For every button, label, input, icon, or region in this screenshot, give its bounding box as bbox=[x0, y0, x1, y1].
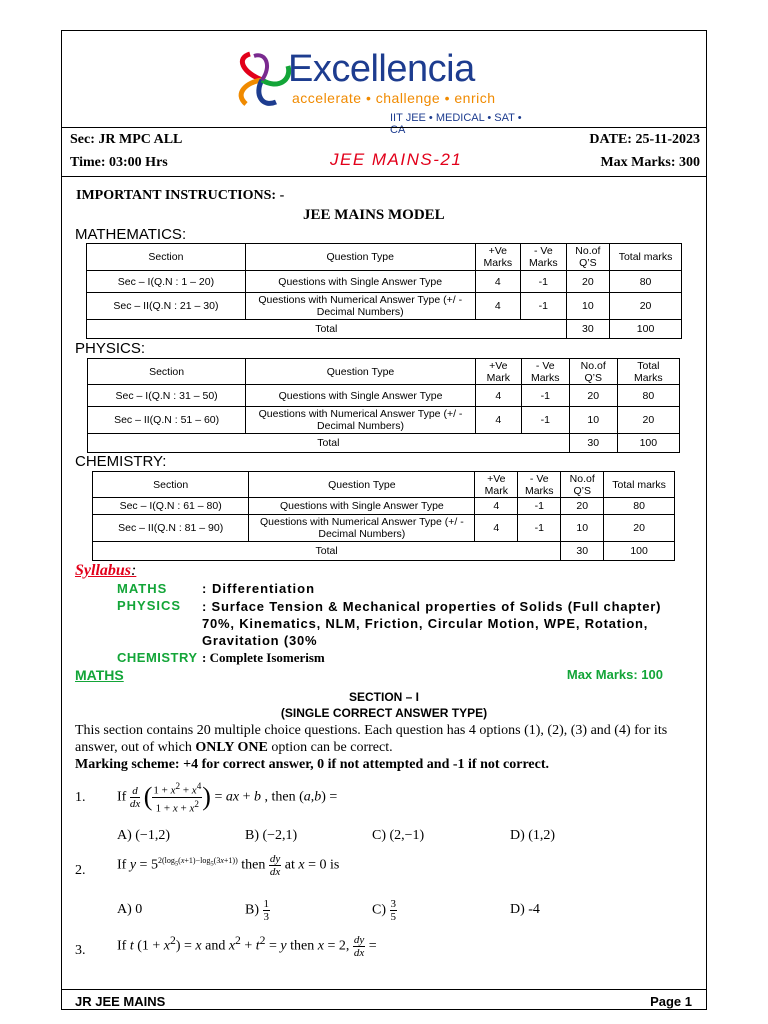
count-cell: 30 bbox=[566, 320, 610, 339]
col-num-questions bbox=[569, 359, 617, 385]
table-row bbox=[87, 271, 682, 293]
question-2-number: 2. bbox=[75, 863, 86, 878]
syllabus-heading: Syllabus: bbox=[75, 562, 137, 579]
math-fraction: $\frac{dy}{dx}$ bbox=[269, 853, 281, 878]
mathematics-heading: MATHEMATICS: bbox=[75, 226, 187, 243]
logo-swirl-icon bbox=[232, 50, 294, 110]
marking-scheme: Marking scheme: +4 for correct answer, 0 if not attempted and -1 if not correct. bbox=[75, 757, 550, 772]
col-question-type: Question Type bbox=[245, 244, 475, 271]
question-2-option-c[interactable] bbox=[372, 898, 397, 923]
col-label: Marks bbox=[524, 484, 554, 497]
total-cell: 20 bbox=[604, 515, 675, 542]
logo-streams: IIT JEE • MEDICAL • SAT • CA bbox=[390, 112, 522, 136]
syllabus-chemistry-label: CHEMISTRY bbox=[117, 650, 198, 665]
section-cell: Sec – II(Q.N : 21 – 30) bbox=[87, 293, 246, 320]
col-label: Marks bbox=[530, 371, 560, 384]
math-fraction: $\frac{dy}{dx}$ bbox=[353, 934, 365, 959]
question-1-option-d[interactable]: D) (1,2) bbox=[510, 828, 556, 843]
col-positive-marks bbox=[475, 472, 518, 498]
neg-cell: -1 bbox=[521, 385, 569, 407]
col-label: Marks bbox=[634, 371, 663, 384]
col-num-questions bbox=[566, 244, 610, 271]
page-number: Page 1 bbox=[650, 994, 692, 1009]
chemistry-heading: CHEMISTRY: bbox=[75, 453, 167, 470]
table-header-row bbox=[93, 472, 675, 498]
neg-cell: -1 bbox=[521, 407, 569, 434]
col-label: Mark bbox=[486, 371, 510, 384]
pos-cell: 4 bbox=[475, 515, 518, 542]
col-label: Q’S bbox=[573, 484, 591, 497]
col-section: Section bbox=[93, 472, 249, 498]
question-1-option-a[interactable]: A) (−1,2) bbox=[117, 828, 170, 843]
col-total-marks: Total marks bbox=[610, 244, 682, 271]
time-label: Time: 03:00 Hrs bbox=[70, 155, 168, 170]
mathematics-marks-table bbox=[86, 243, 682, 339]
question-1-option-b[interactable]: B) (−2,1) bbox=[245, 828, 298, 843]
table-header-row bbox=[88, 359, 680, 385]
col-label: +Ve bbox=[488, 245, 508, 257]
count-cell: 10 bbox=[561, 515, 604, 542]
col-negative-marks bbox=[521, 359, 569, 385]
maths-subject-heading: MATHS bbox=[75, 667, 124, 683]
logo bbox=[232, 46, 532, 136]
type-cell: Questions with Single Answer Type bbox=[245, 271, 475, 293]
question-2-option-b[interactable] bbox=[245, 898, 270, 923]
syllabus-maths-topics: : Differentiation bbox=[202, 581, 316, 596]
math-fraction: $\frac{3}{5}$ bbox=[390, 898, 396, 923]
question-2-text: If $y = 5^{2(log_5(x+1)-log_5(3x+1))}$ then $\frac{dy}{dx}$ at x = 0 is bbox=[117, 853, 340, 878]
neg-cell: -1 bbox=[521, 293, 567, 320]
count-cell: 10 bbox=[566, 293, 610, 320]
section-description bbox=[75, 722, 695, 756]
math-fraction: $\frac{1 + x^2 + x^4}{1 + x + x^2}$ bbox=[153, 781, 202, 815]
pos-cell: 4 bbox=[475, 385, 521, 407]
type-cell: Questions with Single Answer Type bbox=[249, 498, 475, 515]
col-total-marks: Total marks bbox=[604, 472, 675, 498]
syllabus-physics-topics: : Surface Tension & Mechanical properties of Solids (Full chapter) 70%, Kinematics, NLM, Friction, Circular Motion, WPE, Rotation, Gravitation (30% bbox=[202, 599, 662, 648]
col-num-questions bbox=[561, 472, 604, 498]
count-cell: 30 bbox=[569, 434, 617, 453]
total-cell: 20 bbox=[610, 293, 682, 320]
count-cell: 20 bbox=[566, 271, 610, 293]
logo-brand: Excellencia bbox=[288, 48, 475, 90]
syllabus-title: Syllabus bbox=[75, 562, 132, 579]
col-label: No.of bbox=[580, 359, 606, 372]
table-row bbox=[93, 515, 675, 542]
exam-title: JEE MAINS-21 bbox=[330, 150, 463, 169]
question-2-option-d[interactable]: D) -4 bbox=[510, 902, 540, 917]
total-cell: 100 bbox=[617, 434, 679, 453]
type-cell: Questions with Numerical Answer Type (+/ - Decimal Numbers) bbox=[245, 293, 475, 320]
section-cell: Sec – II(Q.N : 51 – 60) bbox=[88, 407, 246, 434]
section-cell: Sec – II(Q.N : 81 – 90) bbox=[93, 515, 249, 542]
total-cell: 20 bbox=[617, 407, 679, 434]
section-cell: Sec – I(Q.N : 61 – 80) bbox=[93, 498, 249, 515]
total-label: Total bbox=[93, 542, 561, 561]
question-2-option-a[interactable]: A) 0 bbox=[117, 902, 143, 917]
header-rule bbox=[61, 127, 707, 128]
maths-max-marks: Max Marks: 100 bbox=[566, 667, 663, 682]
physics-heading: PHYSICS: bbox=[75, 340, 146, 357]
syllabus-maths-label: MATHS bbox=[117, 581, 168, 596]
table-header-row bbox=[87, 244, 682, 271]
question-3-text: If t $(1 + x^2) = x$ and $x^2 + t^2 = y$ then x = 2, $\frac{dy}{dx}$ = bbox=[117, 934, 377, 959]
col-negative-marks bbox=[518, 472, 561, 498]
col-label: Marks bbox=[529, 257, 558, 269]
col-section: Section bbox=[88, 359, 246, 385]
col-label: Q’S bbox=[579, 257, 597, 269]
section-cell: Sec – I(Q.N : 31 – 50) bbox=[88, 385, 246, 407]
table-row bbox=[87, 293, 682, 320]
neg-cell: -1 bbox=[518, 515, 561, 542]
section-title: SECTION – I bbox=[348, 690, 419, 704]
header-rule-bottom bbox=[61, 176, 707, 177]
col-label: +Ve bbox=[489, 359, 508, 372]
total-cell: 80 bbox=[617, 385, 679, 407]
count-cell: 30 bbox=[561, 542, 604, 561]
count-cell: 20 bbox=[561, 498, 604, 515]
logo-tagline: accelerate • challenge • enrich bbox=[292, 90, 496, 106]
pos-cell: 4 bbox=[475, 271, 521, 293]
count-cell: 20 bbox=[569, 385, 617, 407]
question-1-option-c[interactable]: C) (2,−1) bbox=[372, 828, 425, 843]
table-row bbox=[88, 407, 680, 434]
col-label: No.of bbox=[569, 472, 595, 485]
col-positive-marks bbox=[475, 244, 521, 271]
pos-cell: 4 bbox=[475, 407, 521, 434]
footer-rule bbox=[61, 989, 707, 990]
footer-left: JR JEE MAINS bbox=[75, 994, 166, 1009]
option-label: B) bbox=[245, 902, 259, 918]
total-row bbox=[87, 320, 682, 339]
col-label: Total bbox=[637, 359, 660, 372]
chemistry-marks-table bbox=[92, 471, 675, 561]
sec-label: Sec: JR MPC ALL bbox=[70, 132, 183, 147]
type-cell: Questions with Numerical Answer Type (+/ - Decimal Numbers) bbox=[249, 515, 475, 542]
physics-marks-table bbox=[87, 358, 680, 453]
description-text: This section contains 20 multiple choice questions. Each question has 4 options (1), (2), (3) and (4) for its answer, out of which bbox=[75, 723, 668, 755]
math-fraction: $\frac{1}{3}$ bbox=[263, 898, 269, 923]
col-positive-marks bbox=[475, 359, 521, 385]
total-cell: 100 bbox=[610, 320, 682, 339]
col-question-type: Question Type bbox=[249, 472, 475, 498]
question-1-number: 1. bbox=[75, 790, 86, 805]
pos-cell: 4 bbox=[475, 498, 518, 515]
count-cell: 10 bbox=[569, 407, 617, 434]
table-row bbox=[88, 385, 680, 407]
syllabus-physics-label: PHYSICS bbox=[117, 598, 182, 613]
total-cell: 80 bbox=[610, 271, 682, 293]
instructions-title: IMPORTANT INSTRUCTIONS: - bbox=[76, 188, 285, 203]
col-label: Q’S bbox=[584, 371, 602, 384]
total-cell: 100 bbox=[604, 542, 675, 561]
max-marks-label: Max Marks: 300 bbox=[600, 155, 700, 170]
total-label: Total bbox=[87, 320, 567, 339]
col-label: No.of bbox=[575, 245, 601, 257]
col-label: Mark bbox=[484, 484, 508, 497]
table-row bbox=[93, 498, 675, 515]
col-label: - Ve bbox=[529, 472, 549, 485]
question-3-number: 3. bbox=[75, 943, 86, 958]
math-fraction: $\frac{d}{dx}$ bbox=[129, 784, 141, 810]
col-negative-marks bbox=[521, 244, 567, 271]
col-label: Marks bbox=[483, 257, 513, 269]
total-label: Total bbox=[88, 434, 570, 453]
question-1-text: If $\frac{d}{dx}$ ( $\frac{1 + x^2 + x^4}{1 + x + x^2}$ ) = ax + b , then (a,b) = bbox=[117, 781, 338, 815]
description-text: option can be correct. bbox=[267, 740, 393, 755]
type-cell: Questions with Single Answer Type bbox=[246, 385, 476, 407]
total-cell: 80 bbox=[604, 498, 675, 515]
col-label: - Ve bbox=[534, 245, 553, 257]
col-section: Section bbox=[87, 244, 246, 271]
col-label: - Ve bbox=[535, 359, 555, 372]
total-row bbox=[88, 434, 680, 453]
col-total-marks bbox=[617, 359, 679, 385]
model-title: JEE MAINS MODEL bbox=[303, 207, 445, 223]
total-row bbox=[93, 542, 675, 561]
pos-cell: 4 bbox=[475, 293, 521, 320]
section-cell: Sec – I(Q.N : 1 – 20) bbox=[87, 271, 246, 293]
description-emphasis: ONLY ONE bbox=[195, 740, 268, 755]
type-cell: Questions with Numerical Answer Type (+/ - Decimal Numbers) bbox=[246, 407, 476, 434]
neg-cell: -1 bbox=[521, 271, 567, 293]
option-label: C) bbox=[372, 902, 386, 918]
syllabus-chemistry-topics: : Complete Isomerism bbox=[202, 650, 325, 665]
neg-cell: -1 bbox=[518, 498, 561, 515]
date-label: DATE: 25-11-2023 bbox=[589, 132, 700, 147]
section-subtitle: (SINGLE CORRECT ANSWER TYPE) bbox=[280, 706, 488, 720]
col-label: +Ve bbox=[487, 472, 506, 485]
col-question-type: Question Type bbox=[246, 359, 476, 385]
